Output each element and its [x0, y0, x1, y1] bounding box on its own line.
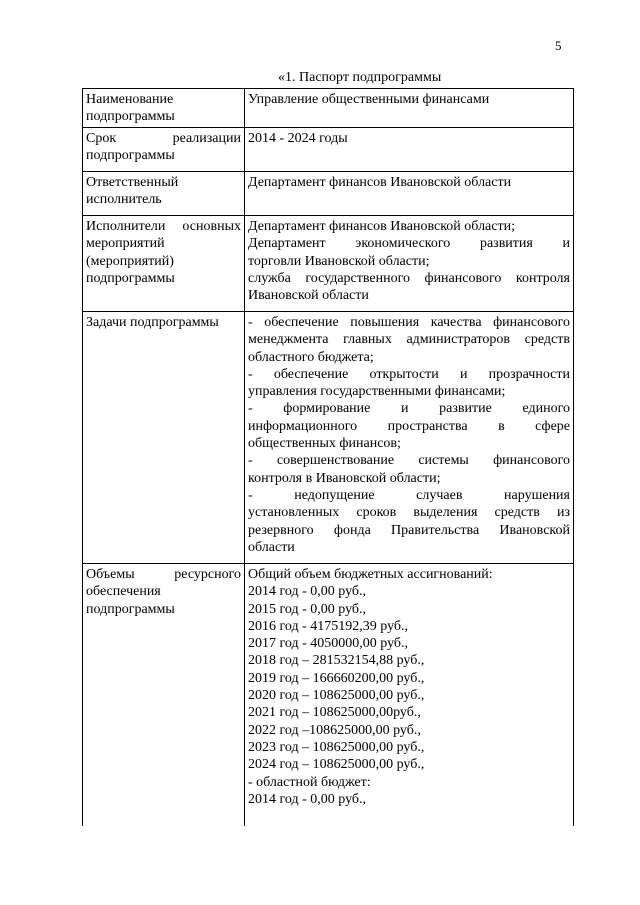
- label-line: Наименование: [86, 92, 174, 107]
- value-line: - областной бюджет:: [248, 774, 371, 790]
- label-line: исполнитель: [86, 192, 162, 208]
- label-line: подпрограммы: [86, 109, 175, 125]
- value-line: области: [248, 539, 295, 555]
- value-line: Департамент финансов Ивановской области: [248, 175, 512, 190]
- value-line: 2021 год – 108625000,00руб.,: [248, 705, 421, 721]
- row-value-cell: [245, 172, 574, 216]
- value-line: 2014 год - 0,00 руб.,: [248, 584, 367, 600]
- value-line: 2018 год – 281532154,88 руб.,: [248, 653, 425, 669]
- value-line: торговли Ивановской области;: [248, 253, 430, 269]
- row-label-cell: [83, 564, 245, 827]
- value-line: 2019 год – 166660200,00 руб.,: [248, 670, 425, 686]
- value-line: 2023 год – 108625000,00 руб.,: [248, 739, 425, 755]
- document-title: «1. Паспорт подпрограммы: [278, 70, 442, 85]
- table-row-term: [83, 128, 574, 172]
- label-line: подпрограммы: [86, 601, 175, 617]
- value-line: установленных сроков выделения средств из: [248, 505, 570, 521]
- row-label-cell: [83, 172, 245, 216]
- value-line: 2020 год – 108625000,00 руб.,: [248, 688, 425, 704]
- value-line: - обеспечение повышения качества финансового: [248, 315, 570, 330]
- value-line: управления государственными финансами;: [248, 384, 506, 400]
- value-line: Управление общественными финансами: [248, 92, 490, 107]
- value-line: - обеспечение открытости и прозрачности: [248, 366, 570, 382]
- row-value-cell: [245, 564, 574, 827]
- value-line: Департамент финансов Ивановской области;: [248, 219, 515, 234]
- value-line: 2014 - 2024 годы: [248, 131, 348, 146]
- value-line: областного бюджета;: [248, 349, 374, 365]
- table-row-executors: [83, 216, 574, 312]
- row-label-cell: [83, 216, 245, 312]
- row-value-cell: [245, 216, 574, 312]
- label-line: мероприятий: [86, 236, 165, 252]
- label-line: подпрограммы: [86, 270, 175, 286]
- passport-table: [82, 88, 574, 826]
- row-label-cell: [83, 89, 245, 128]
- table-row-name: [83, 89, 574, 128]
- label-line: обеспечения: [86, 584, 161, 600]
- table-row-tasks: [83, 312, 574, 564]
- table-row-responsible: [83, 172, 574, 216]
- value-line: Общий объем бюджетных ассигнований:: [248, 567, 493, 582]
- value-line: - совершенствование системы финансового: [248, 453, 570, 469]
- value-line: Департамент экономического развития и: [248, 236, 570, 252]
- value-line: служба государственного финансового контроля: [248, 270, 570, 286]
- label-line: Задачи подпрограммы: [86, 315, 219, 330]
- value-line: Ивановской области: [248, 288, 369, 304]
- label-line: подпрограммы: [86, 148, 175, 164]
- label-line: Ответственный: [86, 175, 179, 190]
- label-line: Срок реализации: [86, 131, 241, 146]
- label-line: (мероприятий): [86, 253, 174, 269]
- label-line: Объемы ресурсного: [86, 567, 241, 582]
- table-row-resources: [83, 564, 574, 827]
- row-label-cell: [83, 312, 245, 564]
- value-line: 2016 год - 4175192,39 руб.,: [248, 618, 409, 634]
- page-number: 5: [555, 38, 562, 53]
- row-label-cell: [83, 128, 245, 172]
- value-line: контроля в Ивановской области;: [248, 470, 441, 486]
- value-line: 2017 год - 4050000,00 руб.,: [248, 636, 409, 652]
- value-line: 2014 год - 0,00 руб.,: [248, 791, 367, 807]
- value-line: - формирование и развитие единого: [248, 401, 570, 417]
- value-line: общественных финансов;: [248, 436, 401, 452]
- row-value-cell: [245, 128, 574, 172]
- value-line: 2024 год – 108625000,00 руб.,: [248, 757, 425, 773]
- value-line: 2022 год –108625000,00 руб.,: [248, 722, 421, 738]
- value-line: информационного пространства в сфере: [248, 418, 570, 434]
- value-line: - недопущение случаев нарушения: [248, 487, 570, 503]
- value-line: 2015 год - 0,00 руб.,: [248, 601, 367, 617]
- row-value-cell: [245, 312, 574, 564]
- value-line: менеджмента главных администраторов средств: [248, 332, 570, 348]
- value-line: резервного фонда Правительства Ивановской: [248, 522, 570, 538]
- label-line: Исполнители основных: [86, 219, 241, 234]
- row-value-cell: [245, 89, 574, 128]
